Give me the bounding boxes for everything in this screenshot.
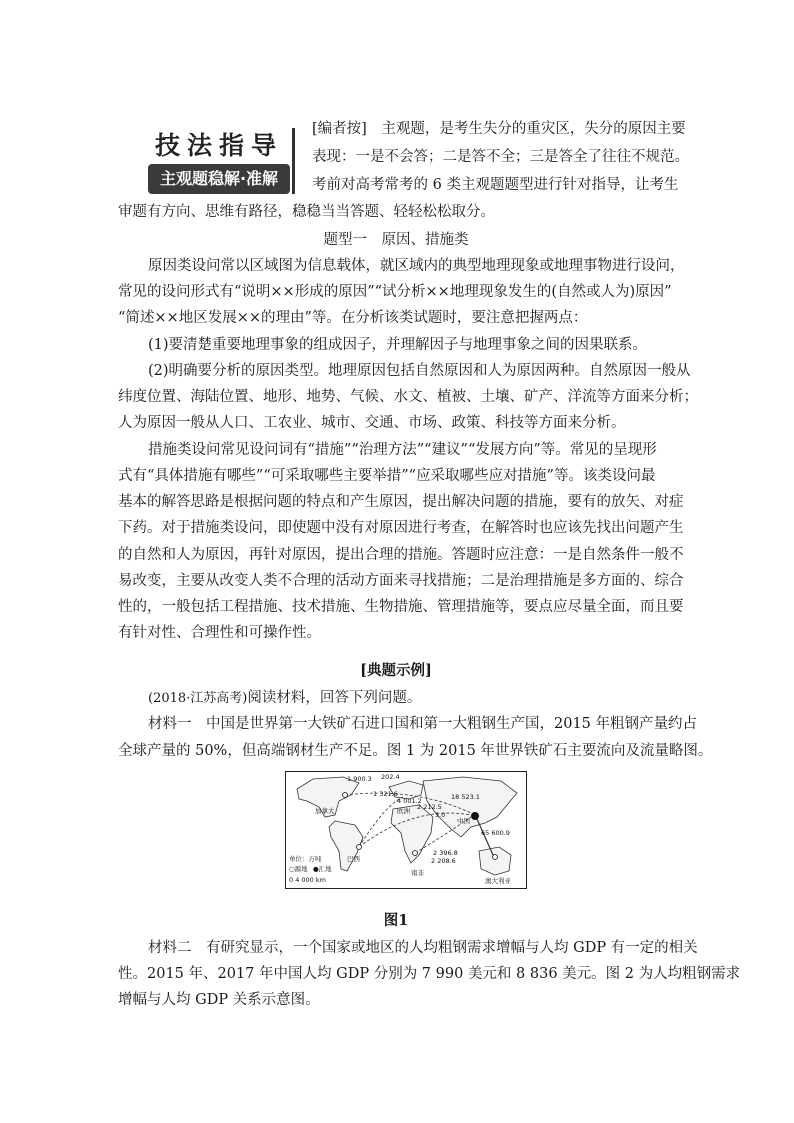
example-heading: [典题示例] bbox=[360, 662, 432, 679]
banner-divider bbox=[292, 128, 295, 194]
cause-line-1: 原因类设问常以区域图为信息载体，就区域内的典型地理现象或地理事物进行设问， bbox=[148, 258, 685, 274]
flow-label: 4 001.2 bbox=[397, 797, 422, 805]
measure-line-6: 易改变，主要从改变人类不合理的活动方面来寻找措施；二是治理措施是多方面的、综合 bbox=[118, 573, 684, 589]
material2-line-2: 性。2015 年、2017 年中国人均 GDP 分别为 7 990 美元和 8 836 美元。图 2 为人均粗钢需求 bbox=[118, 966, 741, 982]
material1-line-2: 全球产量的 50%，但高端钢材生产不足。图 1 为 2015 年世界铁矿石主要流向及流量略图。 bbox=[118, 743, 713, 759]
legend-unit: 单位：万吨 bbox=[289, 855, 322, 863]
place-label: 澳大利亚 bbox=[485, 877, 511, 885]
example-instruction: 阅读材料，回答下列问题。 bbox=[247, 690, 422, 706]
banner-subtitle: 主观题稳解·准解 bbox=[148, 164, 290, 194]
legend-sink: ●汇地 bbox=[313, 865, 332, 873]
intro-line-1: [编者按] 主观题，是考生失分的重灾区，失分的原因主要 bbox=[312, 121, 686, 137]
example-source bbox=[148, 688, 421, 709]
cause-line-7: 人为原因一般从人口、工农业、城市、交通、市场、政策、科技等方面来分析。 bbox=[118, 415, 626, 431]
flow-label: 2 208.6 bbox=[431, 857, 456, 865]
flow-label: 3.0 bbox=[435, 811, 446, 819]
flow-label: 18 523.1 bbox=[451, 793, 480, 801]
section-banner bbox=[148, 128, 290, 196]
exam-source: (2018·江苏高考) bbox=[148, 691, 248, 706]
cause-line-4: (1)要清楚重要地理事象的组成因子，并理解因子与地理事象之间的因果联系。 bbox=[148, 337, 648, 353]
legend-source: ○源地 bbox=[289, 865, 308, 873]
flow-label: 1 321.6 bbox=[373, 790, 398, 798]
section-title: 题型一 原因、措施类 bbox=[323, 232, 469, 248]
measure-line-3: 基本的解答思路是根据问题的特点和产生原因，提出解决问题的措施，要有的放矢、对症 bbox=[118, 494, 684, 510]
scale-label: 0 4 000 km bbox=[289, 876, 326, 884]
intro-line-4: 审题有方向、思维有路径，稳稳当当答题、轻轻松松取分。 bbox=[118, 204, 495, 220]
material2-line-1: 材料二 有研究显示，一个国家或地区的人均粗钢需求增幅与人均 GDP 有一定的相关 bbox=[148, 940, 698, 956]
measure-line-1: 措施类设问常见设问词有“措施”“治理方法”“建议”“发展方向”等。常见的呈现形 bbox=[148, 442, 657, 458]
cause-line-3: “简述××地区发展××的理由”等。在分析该类试题时，要注意把握两点： bbox=[118, 310, 588, 326]
banner-title: 技法指导 bbox=[154, 131, 283, 160]
measure-line-2: 式有“具体措施有哪些”“可采取哪些主要举措”“应采取哪些应对措施”等。该类设问最 bbox=[118, 468, 656, 484]
measure-line-5: 的自然和人为原因，再针对原因，提出合理的措施。答题时应注意：一是自然条件一般不 bbox=[118, 547, 684, 563]
cause-line-5: (2)明确要分析的原因类型。地理原因包括自然原因和人为原因两种。自然原因一般从 bbox=[148, 363, 691, 379]
intro-line-3: 考前对高考常考的 6 类主观题题型进行针对指导，让考生 bbox=[312, 177, 679, 193]
place-label: 南非 bbox=[411, 869, 424, 877]
cause-line-2: 常见的设问形式有“说明××形成的原因”“试分析××地理现象发生的(自然或人为)原因” bbox=[118, 284, 672, 300]
intro-line-2: 表现：一是不会答；二是答不全；三是答全了往往不规范。 bbox=[312, 149, 689, 165]
measure-line-4: 下药。对于措施类设问，即使题中没有对原因进行考查，在解答时也应该先找出问题产生 bbox=[118, 520, 684, 536]
measure-line-8: 有针对性、合理性和可操作性。 bbox=[118, 625, 321, 641]
material2-line-3: 增幅与人均 GDP 关系示意图。 bbox=[118, 992, 320, 1008]
cause-line-6: 纬度位置、海陆位置、地形、地势、气候、水文、植被、土壤、矿产、洋流等方面来分析； bbox=[118, 389, 698, 405]
flow-label: 2 212.5 bbox=[417, 803, 442, 811]
flow-label: 65 600.9 bbox=[481, 829, 510, 837]
place-label: 欧洲 bbox=[397, 807, 410, 815]
figure-caption: 图1 bbox=[383, 912, 409, 929]
flow-label: 1 900.3 bbox=[347, 775, 372, 783]
measure-line-7: 性的，一般包括工程措施、技术措施、生物措施、管理措施等，要点应尽量全面，而且要 bbox=[118, 599, 684, 615]
place-label: 中国 bbox=[457, 817, 470, 825]
place-label: 加拿大 bbox=[315, 807, 335, 815]
material1-line-1: 材料一 中国是世界第一大铁矿石进口国和第一大粗钢生产国，2015 年粗钢产量约占 bbox=[148, 716, 698, 732]
flow-label: 2 396.8 bbox=[433, 849, 458, 857]
place-label: 巴西 bbox=[347, 855, 360, 863]
flow-label: 202.4 bbox=[381, 773, 400, 781]
iron-ore-flow-map bbox=[285, 771, 527, 889]
